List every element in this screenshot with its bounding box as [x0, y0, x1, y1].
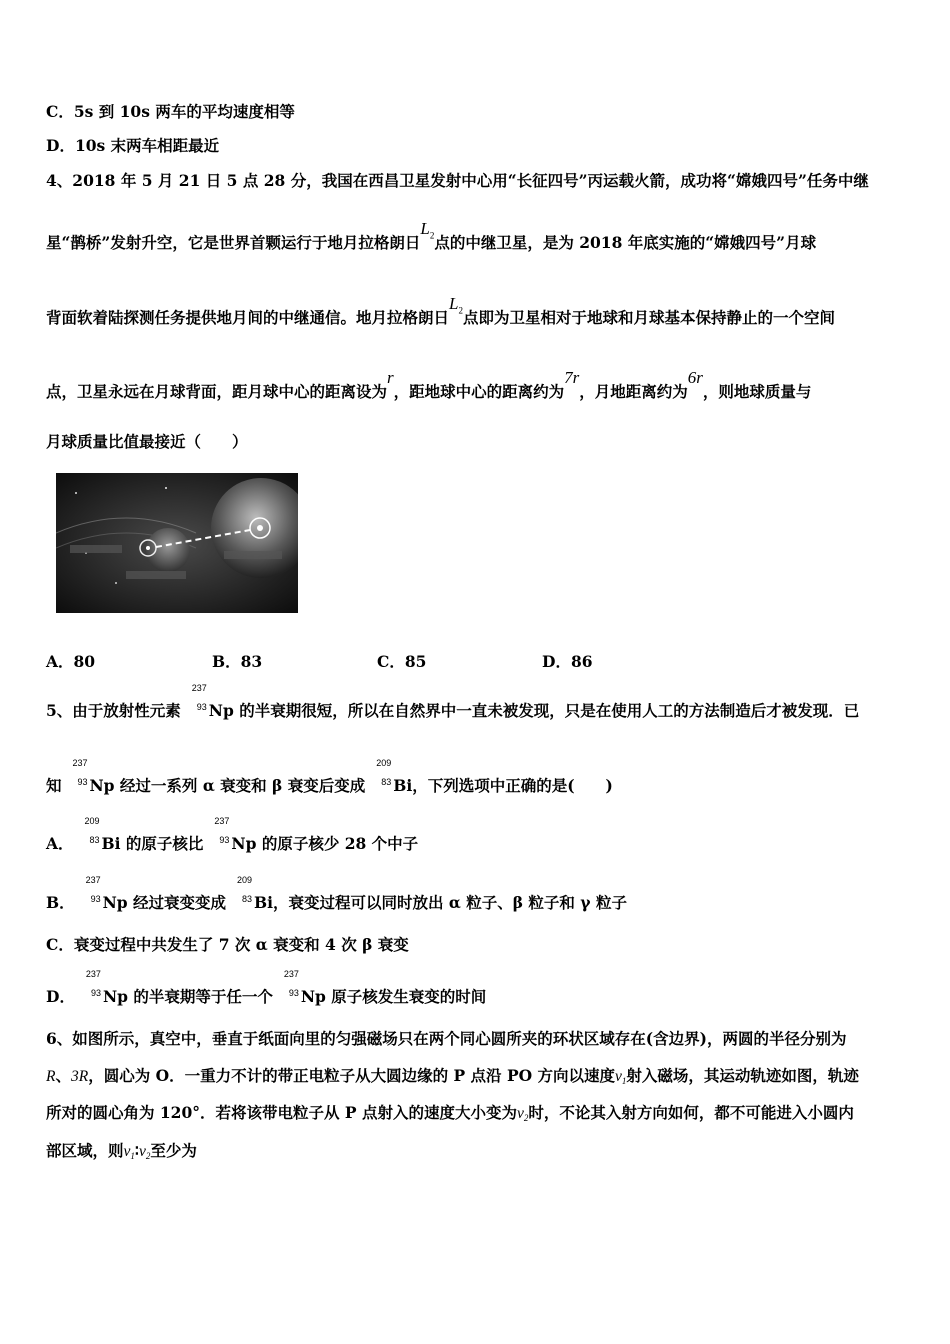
np-nuclide-notation: 237 93 [85, 969, 101, 998]
moon-shape [146, 528, 190, 572]
distance-7r-symbol: 7r [564, 368, 580, 387]
bi-nuclide-notation: 209 83 [236, 875, 253, 904]
earth-moon-relay-illustration [56, 473, 298, 613]
q3-option-d: D．10s 末两车相距最近 [46, 136, 220, 155]
np-nuclide-notation: 237 93 [85, 875, 101, 904]
q5-option-d: D． 237 93 Np 的半衰期等于任一个 237 93 Np 原子核发生衰变的时间 [46, 969, 487, 1006]
q6-line-4: 部区域，则v1∶v2至少为 [46, 1141, 197, 1161]
q6-line-2: R、3R，圆心为 O．一重力不计的带正电粒子从大圆边缘的 P 点沿 PO 方向以速度v1射入磁场，其运动轨迹如图，轨迹 [46, 1066, 859, 1086]
q4-line-5: 月球质量比值最接近（ ） [46, 432, 248, 451]
np-nuclide-notation: 237 93 [283, 969, 299, 998]
bi-nuclide-notation: 209 83 [84, 816, 100, 845]
velocity-v2-symbol: v2 [138, 1143, 151, 1161]
np-nuclide-notation: 237 93 [72, 758, 88, 787]
q4-line-1: 4、2018 年 5 月 21 日 5 点 28 分，我国在西昌卫星发射中心用“长征四号”丙运载火箭，成功将“嫦娥四号”任务中继 [46, 171, 869, 190]
earth-moon-relay-photo [56, 473, 298, 613]
lagrange-l2-symbol: $L_2$ [449, 294, 463, 316]
velocity-v1-symbol: v1 [615, 1068, 627, 1086]
lagrange-l2-symbol: $L_2$ [420, 219, 435, 241]
q6-line-1: 6、如图所示，真空中，垂直于纸面向里的匀强磁场只在两个同心圆所夹的环状区域存在(含边界)，两圆的半径分别为 [46, 1029, 847, 1048]
q5-option-c: C．衰变过程中共发生了 7 次 α 衰变和 4 次 β 衰变 [46, 935, 409, 954]
q6-line-3: 所对的圆心角为 120°．若将该带电粒子从 P 点射入的速度大小变为v2时，不论其入射方向如何，都不可能进入小圆内 [46, 1103, 854, 1123]
q5-line-2: 知 237 93 Np 经过一系列 α 衰变和 β 衰变后变成 209 83 Bi，下列选项中正确的是( ) [46, 758, 613, 795]
bi-nuclide-notation: 209 83 [376, 758, 392, 787]
q3-option-c: C．5s 到 10s 两车的平均速度相等 [46, 102, 295, 121]
q5-option-b: B． 237 93 Np 经过衰变变成 209 83 Bi，衰变过程可以同时放出 α 粒子、β 粒子和 γ 粒子 [46, 875, 627, 912]
q4-line-3: 背面软着陆探测任务提供地月间的中继通信。地月拉格朗日$L_2$点即为卫星相对于地球和月球基本保持静止的一个空间 [46, 294, 835, 327]
np-nuclide-notation: 237 93 [214, 816, 230, 845]
q5-line-1: 5、由于放射性元素 237 93 Np 的半衰期很短，所以在自然界中一直未被发现，只是在使用人工的方法制造后才被发现．已 [46, 683, 860, 720]
q4-line-4: 点，卫星永远在月球背面，距月球中心的距离设为r，距地球中心的距离约为7r，月地距离约为6r，则地球质量与 [46, 368, 812, 401]
velocity-v1-symbol: v1 [123, 1143, 135, 1161]
np-nuclide-notation: 237 93 [191, 683, 207, 712]
distance-r-symbol: r [387, 368, 394, 387]
distance-6r-symbol: 6r [687, 368, 703, 387]
velocity-v2-symbol: v2 [516, 1105, 529, 1123]
q4-option-c: C．85 [377, 652, 427, 671]
q5-option-a: A． 209 83 Bi 的原子核比 237 93 Np 的原子核少 28 个中子 [46, 816, 419, 853]
q4-option-d: D．86 [542, 652, 593, 671]
q4-option-b: B．83 [212, 652, 263, 671]
q4-line-2: 星“鹊桥”发射升空，它是世界首颗运行于地月拉格朗日$L_2$点的中继卫星，是为 2018 年底实施的“嫦娥四号”月球 [46, 219, 817, 252]
q4-option-a: A．80 [46, 652, 96, 671]
